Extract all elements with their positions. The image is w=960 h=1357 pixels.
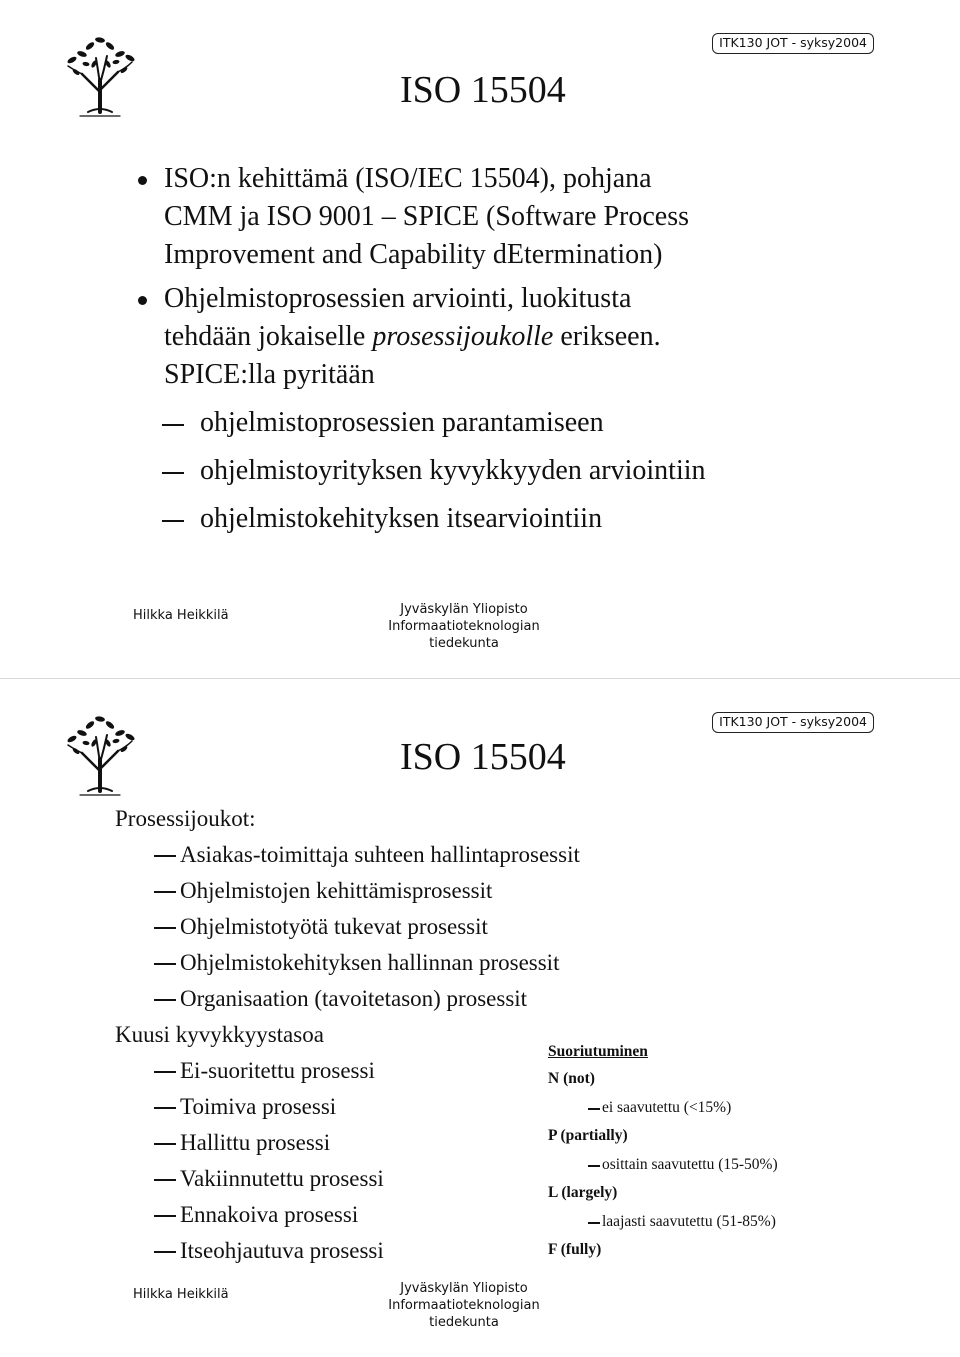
level-label: L (largely)	[548, 1184, 618, 1201]
bullet-text: tehdään jokaiselle	[164, 321, 373, 352]
slide-1	[0, 0, 960, 678]
dash-icon	[154, 1143, 176, 1145]
list-item	[115, 837, 580, 873]
page-title: ISO 15504	[400, 69, 566, 111]
level-label: P (partially)	[548, 1127, 628, 1144]
footer-faculty: Informaatioteknologian tiedekunta	[388, 1298, 540, 1330]
list-item	[115, 1089, 580, 1125]
bullet-text: erikseen.	[553, 321, 661, 352]
slide-2	[0, 679, 960, 1357]
course-badge: ITK130 JOT - syksy2004	[712, 712, 874, 733]
emphasis-text: prosessijoukolle	[372, 321, 554, 352]
footer-university: Jyväskylän Yliopisto	[400, 602, 528, 617]
list-item	[115, 1161, 580, 1197]
suoriutuminen-legend	[548, 1039, 778, 1264]
list-item	[115, 909, 580, 945]
level-description-text: laajasti saavutettu (51-85%)	[602, 1213, 776, 1230]
dash-icon	[154, 927, 176, 929]
tree-logo-icon	[60, 30, 140, 120]
dash-icon	[588, 1165, 600, 1167]
bullet-list	[140, 160, 860, 538]
course-badge: ITK130 JOT - syksy2004	[712, 33, 874, 54]
footer-institution	[376, 601, 552, 652]
process-content	[115, 801, 580, 1269]
section-heading: Prosessijoukot:	[115, 806, 256, 831]
sub-item-text: ohjelmistokehityksen itsearviointiin	[200, 503, 603, 534]
sub-item	[140, 452, 860, 490]
dash-icon	[154, 1215, 176, 1217]
level-label: F (fully)	[548, 1241, 602, 1258]
list-item	[115, 1197, 580, 1233]
level-description	[548, 1093, 778, 1122]
footer-university: Jyväskylän Yliopisto	[400, 1281, 528, 1296]
footer-author: Hilkka Heikkilä	[133, 608, 229, 623]
list-item-text: Ei-suoritettu prosessi	[180, 1058, 375, 1083]
list-item-text: Toimiva prosessi	[180, 1094, 337, 1119]
list-item-text: Organisaation (tavoitetason) prosessit	[180, 986, 528, 1011]
list-item-text: Itseohjautuva prosessi	[180, 1238, 384, 1263]
dash-icon	[154, 1071, 176, 1073]
list-item	[115, 981, 580, 1017]
list-item-text: Vakiinnutettu prosessi	[180, 1166, 384, 1191]
dash-icon	[154, 891, 176, 893]
footer-institution	[376, 1280, 552, 1331]
level-label: N (not)	[548, 1070, 595, 1087]
list-item	[115, 873, 580, 909]
dash-icon	[154, 963, 176, 965]
sub-item	[140, 404, 860, 442]
level-description	[548, 1150, 778, 1179]
dash-icon	[154, 1107, 176, 1109]
level-description	[548, 1207, 778, 1236]
footer-author: Hilkka Heikkilä	[133, 1287, 229, 1302]
list-item-text: Ohjelmistojen kehittämisprosessit	[180, 878, 493, 903]
sub-item	[140, 500, 860, 538]
level-description-text: osittain saavutettu (15-50%)	[602, 1156, 778, 1173]
dash-icon	[162, 472, 184, 474]
list-item	[115, 1053, 580, 1089]
bullet-line: ISO:n kehittämä (ISO/IEC 15504), pohjana	[164, 163, 652, 194]
dash-icon	[162, 424, 184, 426]
list-item-text: Hallittu prosessi	[180, 1130, 331, 1155]
section-heading: Kuusi kyvykkyystasoa	[115, 1022, 324, 1047]
bullet-line	[164, 318, 860, 356]
bullet-line: Ohjelmistoprosessien arviointi, luokitusta	[164, 283, 632, 314]
dash-icon	[588, 1108, 600, 1110]
list-item-text: Ennakoiva prosessi	[180, 1202, 359, 1227]
dash-icon	[154, 855, 176, 857]
footer-faculty: Informaatioteknologian tiedekunta	[388, 619, 540, 651]
list-item	[115, 1125, 580, 1161]
list-item-text: Asiakas-toimittaja suhteen hallintaprosessit	[180, 842, 580, 867]
bullet-line: Improvement and Capability dEtermination)	[164, 239, 663, 270]
bullet-line: SPICE:lla pyritään	[164, 359, 375, 390]
dash-icon	[154, 1179, 176, 1181]
sub-item-text: ohjelmistoprosessien parantamiseen	[200, 407, 604, 438]
list-item-text: Ohjelmistokehityksen hallinnan prosessit	[180, 950, 560, 975]
level-description-text: ei saavutettu (<15%)	[602, 1099, 732, 1116]
dash-icon	[588, 1222, 600, 1224]
list-item-text: Ohjelmistotyötä tukevat prosessit	[180, 914, 488, 939]
page-title: ISO 15504	[400, 736, 566, 778]
list-item	[115, 945, 580, 981]
list-item	[115, 1233, 580, 1269]
bullet-item	[140, 160, 860, 274]
tree-logo-icon	[60, 709, 140, 799]
dash-icon	[154, 1251, 176, 1253]
bullet-line: CMM ja ISO 9001 – SPICE (Software Process	[164, 201, 689, 232]
bullet-item	[140, 280, 860, 394]
dash-icon	[154, 999, 176, 1001]
dash-icon	[162, 520, 184, 522]
legend-heading: Suoriutuminen	[548, 1043, 648, 1060]
sub-item-text: ohjelmistoyrityksen kyvykkyyden arviointiin	[200, 455, 706, 486]
